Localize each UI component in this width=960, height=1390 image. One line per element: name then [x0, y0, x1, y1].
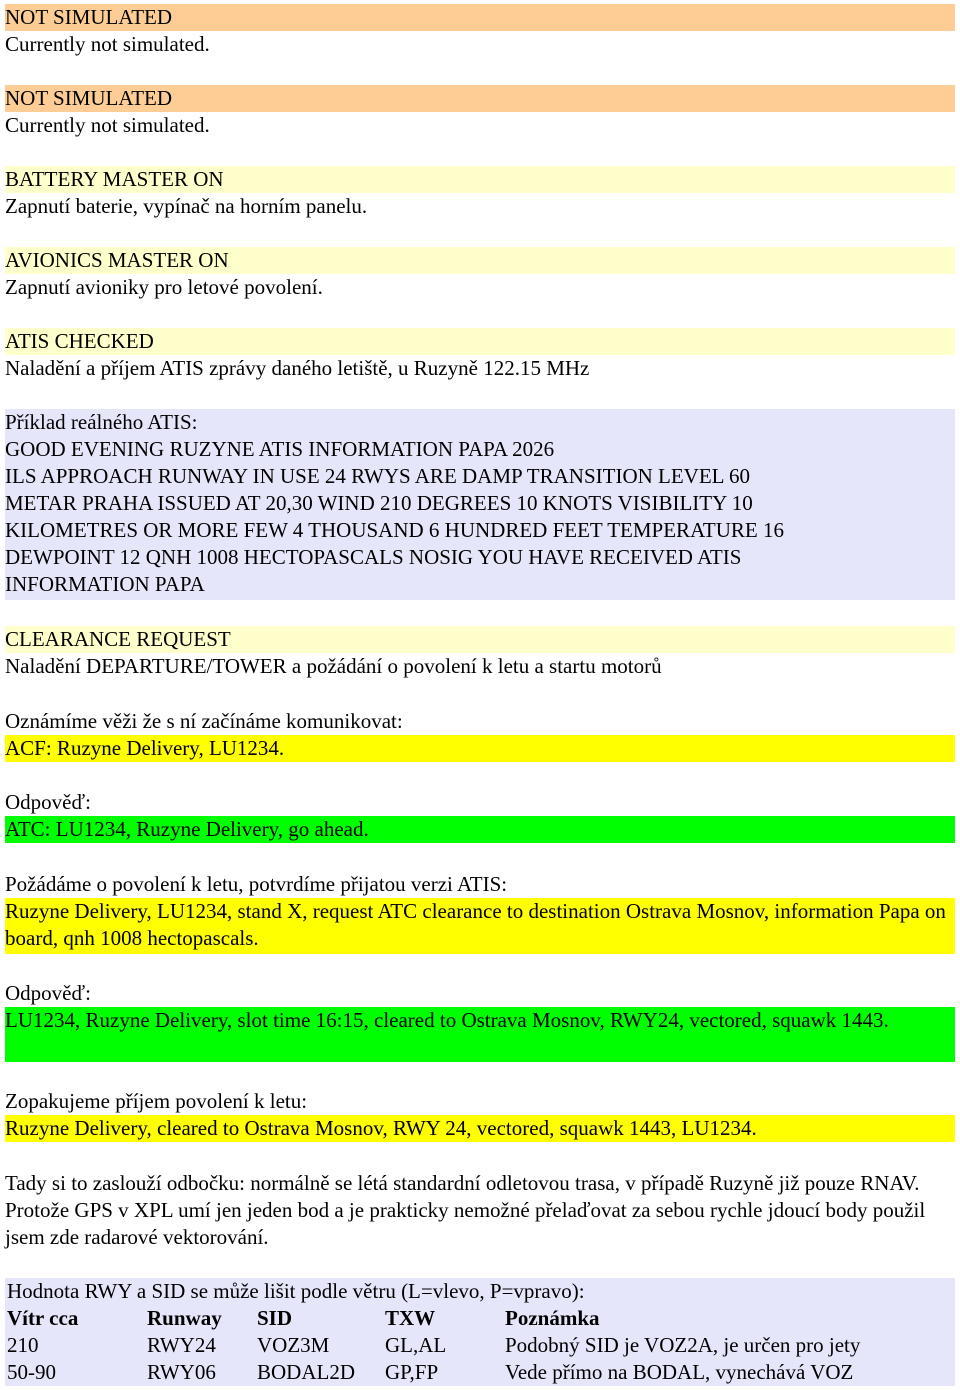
section-description: Naladění DEPARTURE/TOWER a požádání o povolení k letu a startu motorů — [5, 654, 662, 678]
table-caption-text: Hodnota RWY a SID se může lišit podle větru (L=vlevo, P=vpravo): — [7, 1279, 585, 1303]
atis-example-line: METAR PRAHA ISSUED AT 20,30 WIND 210 DEGREES 10 KNOTS VISIBILITY 10 — [5, 490, 955, 517]
header-cell: Vítr cca — [7, 1306, 79, 1330]
table-cell: Podobný SID je VOZ2A, je určen pro jety — [505, 1333, 861, 1357]
section-title: NOT SIMULATED — [5, 85, 955, 112]
table-cell: 210 — [7, 1333, 39, 1357]
table-cell: GP,FP — [385, 1360, 439, 1384]
section-description: Zapnutí avioniky pro letové povolení. — [5, 275, 323, 299]
atis-example-line: DEWPOINT 12 QNH 1008 HECTOPASCALS NOSIG YOU HAVE RECEIVED ATIS — [5, 544, 955, 571]
dialog-intro: Oznámíme věži že s ní začínáme komunikovat: — [5, 709, 403, 733]
table-cell: Vede přímo na BODAL, vynechává VOZ — [505, 1360, 854, 1384]
header-cell: SID — [257, 1306, 293, 1330]
section-title: ATIS CHECKED — [5, 328, 955, 355]
table-caption — [5, 1278, 955, 1305]
pilot-readback: Ruzyne Delivery, cleared to Ostrava Mosnov, RWY 24, vectored, squawk 1443, LU1234. — [5, 1115, 955, 1142]
dialog-intro: Požádáme o povolení k letu, potvrdíme přijatou verzi ATIS: — [5, 872, 508, 896]
section-description: Naladění a příjem ATIS zprávy daného letiště, u Ruzyně 122.15 MHz — [5, 356, 590, 380]
section-description: Currently not simulated. — [5, 113, 210, 137]
section-title: AVIONICS MASTER ON — [5, 247, 955, 274]
header-cell: Runway — [147, 1306, 222, 1330]
section-title: CLEARANCE REQUEST — [5, 626, 955, 653]
atis-example-line: KILOMETRES OR MORE FEW 4 THOUSAND 6 HUNDRED FEET TEMPERATURE 16 — [5, 517, 955, 544]
table-cell: 50-90 — [7, 1360, 56, 1384]
table-row — [5, 1332, 955, 1359]
atis-example-label: Příklad reálného ATIS: — [5, 409, 955, 436]
response-label: Odpověď: — [5, 981, 91, 1005]
header-cell: Poznámka — [505, 1306, 600, 1330]
atis-example-line: ILS APPROACH RUNWAY IN USE 24 RWYS ARE DAMP TRANSITION LEVEL 60 — [5, 463, 955, 490]
wind-table — [5, 1278, 955, 1386]
atis-example-line: INFORMATION PAPA — [5, 571, 955, 600]
table-header-row — [5, 1305, 955, 1332]
pilot-call: ACF: Ruzyne Delivery, LU1234. — [5, 735, 955, 762]
section-description: Zapnutí baterie, vypínač na horním panelu. — [5, 194, 368, 218]
section-title: BATTERY MASTER ON — [5, 166, 955, 193]
table-row — [5, 1359, 955, 1386]
table-cell: RWY06 — [147, 1360, 216, 1384]
table-cell: RWY24 — [147, 1333, 216, 1357]
atis-example-line: GOOD EVENING RUZYNE ATIS INFORMATION PAPA 2026 — [5, 436, 955, 463]
atc-response: LU1234, Ruzyne Delivery, slot time 16:15, cleared to Ostrava Mosnov, RWY24, vectored, squawk 1443. — [5, 1007, 955, 1062]
dialog-intro: Zopakujeme příjem povolení k letu: — [5, 1089, 308, 1113]
atc-response: ATC: LU1234, Ruzyne Delivery, go ahead. — [5, 816, 955, 843]
table-cell: VOZ3M — [257, 1333, 330, 1357]
pilot-call: Ruzyne Delivery, LU1234, stand X, request ATC clearance to destination Ostrava Mosnov, information Papa on board, qnh 1008 hectopascals. — [5, 898, 955, 954]
header-cell: TXW — [385, 1306, 436, 1330]
table-cell: GL,AL — [385, 1333, 447, 1357]
table-cell: BODAL2D — [257, 1360, 355, 1384]
section-description: Currently not simulated. — [5, 32, 210, 56]
section-title: NOT SIMULATED — [5, 4, 955, 31]
response-label: Odpověď: — [5, 790, 91, 814]
note-paragraph: Tady si to zaslouží odbočku: normálně se létá standardní odletovou trasa, v případě Ruzyně již pouze RNAV. Protože GPS v XPL umí jen jeden bod a je prakticky nemožné přelaďovat za sebou rychle jdoucí body použil jsem zde radarové vektorování. — [5, 1171, 926, 1249]
